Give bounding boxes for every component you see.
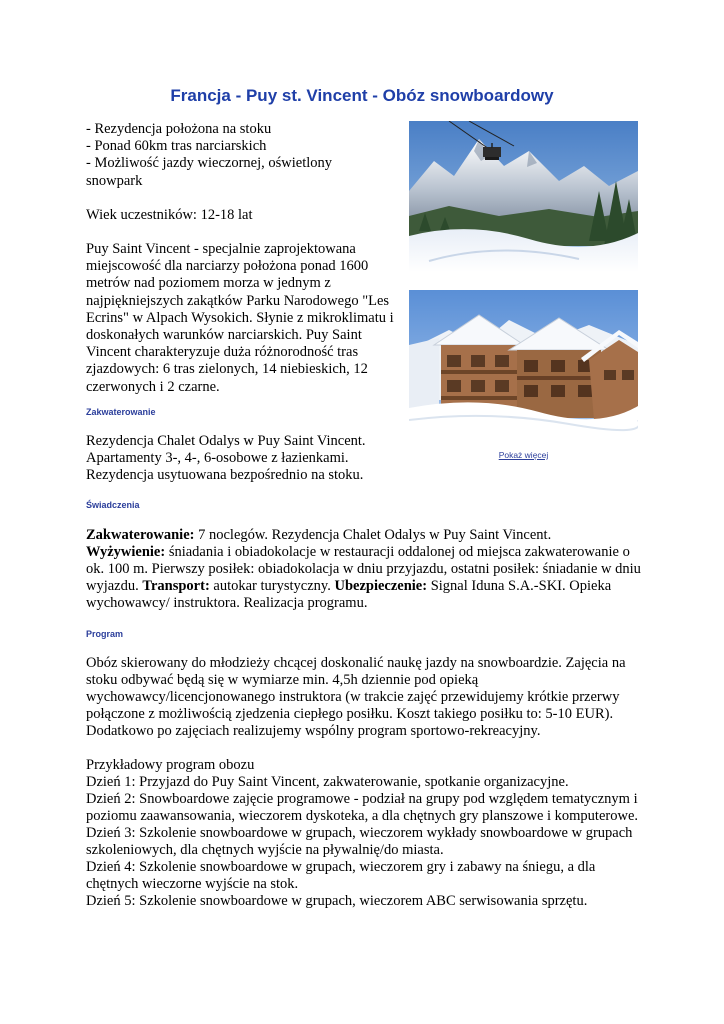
age-info: Wiek uczestników: 12-18 lat [86, 206, 253, 223]
program-day: Dzień 5: Szkolenie snowboardowe w grupach, wieczorem ABC serwisowania sprzętu. [86, 893, 588, 909]
program-heading: Program [86, 629, 124, 639]
services-value: Signal Iduna S.A.-SKI. Opieka wychowawcy/ instruktora. Realizacja programu. [86, 578, 612, 611]
show-more-link[interactable]: Pokaż więcej [498, 450, 549, 460]
services-value: śniadania i obiadokolacje w restauracji oddalonej od miejsca zakwaterowanie o ok. 100 m. Pierwszy posiłek: obiadokolacja w dniu przyjazdu, ostatni posiłek: śniadanie w dniu wyjazdu. [86, 544, 641, 594]
sample-program-title: Przykładowy program obozu [86, 757, 255, 773]
services-value: 7 noclegów. Rezydencja Chalet Odalys w Puy Saint Vincent. [194, 527, 552, 543]
services-section [86, 527, 646, 612]
program-day: Dzień 2: Snowboardowe zajęcie programowe - podział na grupy pod względem tematycznym i poziomu zaawansowania, wieczorem dyskoteka, a dla chętnych gry planszowe i komputerowe. [86, 791, 639, 824]
services-heading: Świadczenia [86, 500, 140, 510]
page-title: Francja - Puy st. Vincent - Obóz snowboardowy [170, 86, 554, 105]
intro-section [86, 121, 401, 396]
program-day: Dzień 3: Szkolenie snowboardowe w grupach, wieczorem wykłady snowboardowe w grupach szkoleniowych, dla chętnych wyjście na pływalnię/do miasta. [86, 825, 633, 858]
program-day: Dzień 4: Szkolenie snowboardowe w grupach, wieczorem gry i zabawy na śniegu, a dla chętnych wieczorne wyjście na stok. [86, 859, 596, 892]
services-label: Wyżywienie: [86, 544, 166, 560]
chairlift-image [409, 121, 638, 272]
services-label: Ubezpieczenie: [334, 578, 428, 594]
program-day: Dzień 1: Przyjazd do Puy Saint Vincent, zakwaterowanie, spotkanie organizacyjne. [86, 774, 569, 790]
accommodation-text: Rezydencja Chalet Odalys w Puy Saint Vincent. Apartamenty 3-, 4-, 6-osobowe z łazienkami. Rezydencja usytuowana bezpośrednio na stoku. [86, 433, 366, 483]
intro-bullet: - Ponad 60km tras narciarskich [86, 138, 267, 155]
services-text [86, 527, 646, 612]
program-text: Obóz skierowany do młodzieży chcącej doskonalić naukę jazdy na snowboardzie. Zajęcia na stoku odbywać będą się w wymiarze min. 4,5h dziennie pod opieką wychowawcy/licencjonowanego instruktora (w trakcie zajęć przewidujemy krótkie przerwy połączone z możliwością zjedzenia ciepłego posiłku. Koszt takiego posiłku to: 5-10 EUR). Dodatkowo po zajęciach realizujemy wspólny program sportowo-rekreacyjny. [86, 655, 626, 739]
chalet-image [409, 290, 638, 436]
program-section [86, 655, 646, 910]
resort-description: Puy Saint Vincent - specjalnie zaprojektowana miejscowość dla narciarzy położona ponad 1600 metrów nad poziomem morza w jednym z najpiękniejszych zakątków Parku Narodowego "Les Ecrins" w Alpach Wysokich. Słynie z mikroklimatu i doskonałych warunków narciarskich. Puy Saint Vincent charakteryzuje duża różnorodność tras zjazdowych: 6 tras zielonych, 14 niebieskich, 12 czerwonych i 2 czarne. [86, 241, 394, 395]
services-label: Transport: [142, 578, 210, 594]
chairlift-photo [409, 121, 638, 272]
intro-bullet: - Możliwość jazdy wieczornej, oświetlony snowpark [86, 155, 333, 189]
accommodation-section [86, 433, 386, 484]
intro-bullet: - Rezydencja położona na stoku [86, 121, 272, 137]
services-label: Zakwaterowanie: [86, 527, 195, 543]
accommodation-heading: Zakwaterowanie [86, 407, 156, 417]
chalet-photo [409, 290, 638, 436]
services-value: autokar turystyczny. [209, 578, 335, 594]
